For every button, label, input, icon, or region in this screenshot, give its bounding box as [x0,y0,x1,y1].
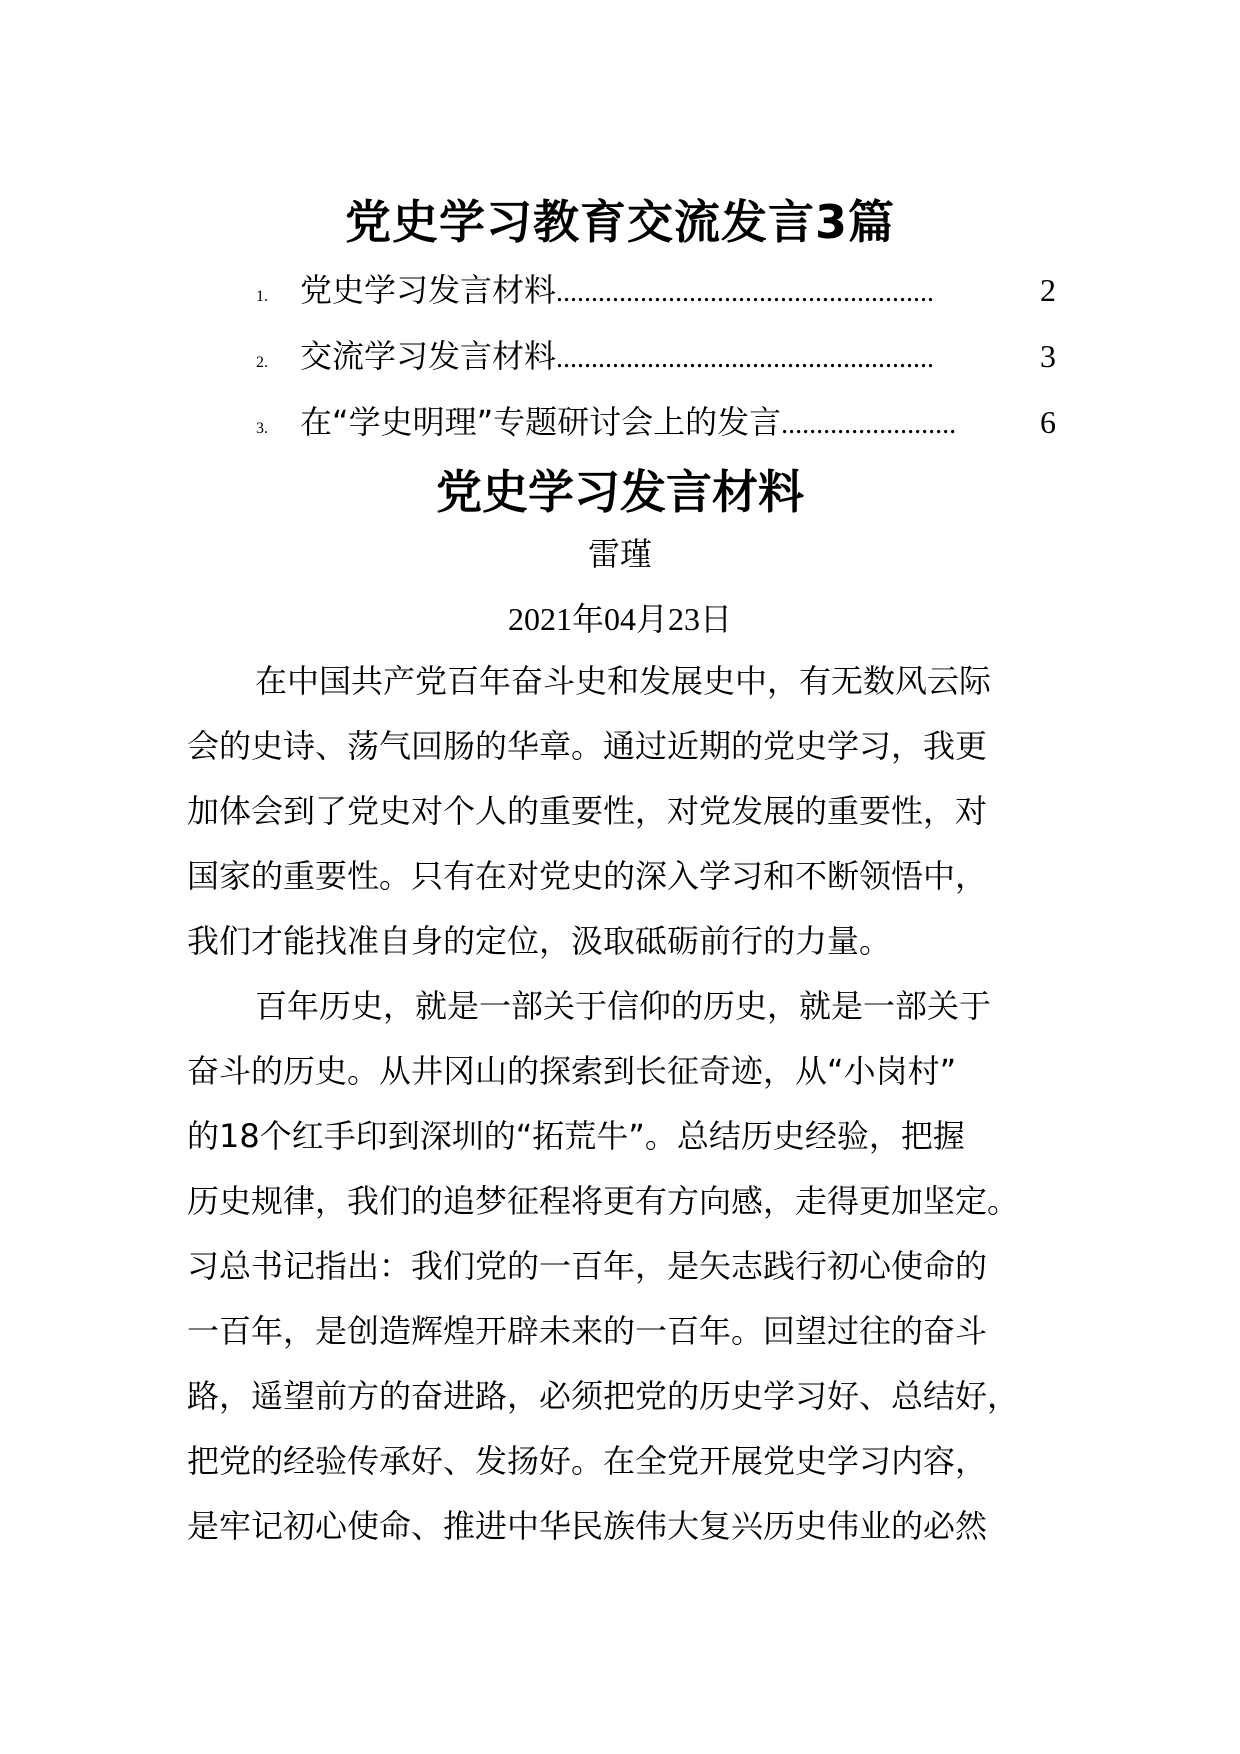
toc-item[interactable] [256,336,1056,402]
document-title: 党史学习教育交流发言3篇 [344,195,895,249]
body-text-line: 奋斗的历史。从井冈山的探索到长征奇迹，从“小岗村” [187,1052,957,1090]
body-text-line: 加体会到了党史对个人的重要性，对党发展的重要性，对 [187,792,988,830]
toc-item-number: 2. [256,354,268,371]
toc-item-page: 2 [1040,272,1056,308]
body-text-line: 一百年，是创造辉煌开辟未来的一百年。回望过往的奋斗 [187,1312,988,1350]
body-text-line: 习总书记指出：我们党的一百年，是矢志践行初心使命的 [187,1247,988,1285]
body-text-line: 国家的重要性。只有在对党史的深入学习和不断领悟中， [187,857,988,895]
toc-item-number: 3. [256,420,268,437]
author-name: 雷瑾 [587,535,652,573]
toc-item-label: 交流学习发言材料 [300,337,557,375]
table-of-contents [256,270,1056,468]
body-text-line: 我们才能找准自身的定位，汲取砥砺前行的力量。 [187,922,892,960]
body-text-line: 路，遥望前方的奋进路，必须把党的历史学习好、总结好， [187,1377,1020,1415]
toc-item-page: 6 [1040,404,1056,440]
toc-item-leader: ...................................................... [556,343,935,374]
toc-item-number: 1. [256,288,268,305]
toc-item[interactable] [256,402,1056,468]
toc-item-leader: ......................... [781,409,957,440]
body-text-line: 百年历史，就是一部关于信仰的历史，就是一部关于 [255,987,992,1025]
toc-item[interactable] [256,270,1056,336]
publish-date: 2021年04月23日 [507,601,732,637]
body-text-line: 的18个红手印到深圳的“拓荒牛”。总结历史经验，把握 [187,1117,965,1155]
body-text-line: 把党的经验传承好、发扬好。在全党开展党史学习内容， [187,1442,988,1480]
body-text-line: 是牢记初心使命、推进中华民族伟大复兴历史伟业的必然 [187,1507,988,1545]
body-text-line: 会的史诗、荡气回肠的华章。通过近期的党史学习，我更 [187,727,988,765]
toc-item-label: 党史学习发言材料 [300,271,557,309]
body-text-line: 在中国共产党百年奋斗史和发展史中，有无数风云际 [255,662,992,700]
toc-item-label: 在“学史明理”专题研讨会上的发言 [300,403,782,441]
body-text-line: 历史规律，我们的追梦征程将更有方向感，走得更加坚定。 [187,1182,1020,1220]
toc-item-leader: ...................................................... [556,277,935,308]
toc-item-page: 3 [1040,338,1056,374]
section-title: 党史学习发言材料 [436,465,804,519]
